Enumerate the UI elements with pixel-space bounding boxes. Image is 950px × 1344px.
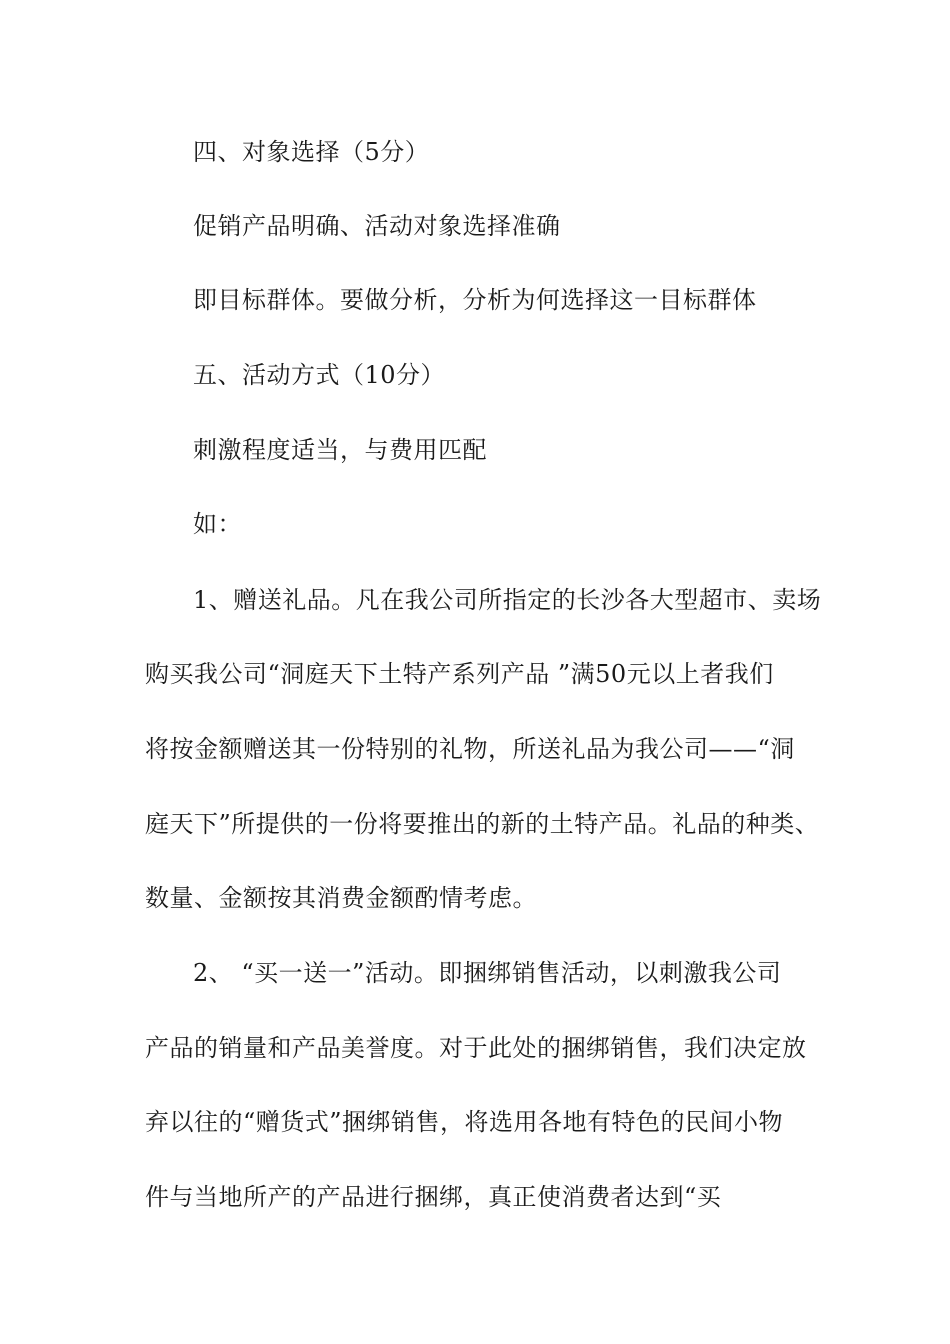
paragraph-line: 2、 “买一送一”活动。即捆绑销售活动，以刺激我公司 [193, 959, 782, 987]
paragraph-line: 产品的销量和产品美誉度。对于此处的捆绑销售，我们决定放 [145, 1034, 807, 1062]
section-heading-activity-method: 五、活动方式（10分） [193, 361, 446, 389]
paragraph-line: 弃以往的“赠货式”捆绑销售，将选用各地有特色的民间小物 [145, 1108, 784, 1136]
paragraph-line: 将按金额赠送其一份特别的礼物，所送礼品为我公司——“洞 [145, 735, 795, 763]
paragraph-line: 刺激程度适当，与费用匹配 [193, 436, 487, 464]
paragraph-line: 如： [193, 510, 242, 538]
paragraph-line: 即目标群体。要做分析，分析为何选择这一目标群体 [193, 286, 757, 314]
paragraph-line: 数量、金额按其消费金额酌情考虑。 [145, 884, 537, 912]
paragraph-line: 庭天下”所提供的一份将要推出的新的土特产品。礼品的种类、 [145, 810, 820, 838]
paragraph-line: 1、赠送礼品。凡在我公司所指定的长沙各大型超市、卖场 [193, 586, 822, 614]
section-heading-object-selection: 四、对象选择（5分） [193, 138, 430, 166]
paragraph-line: 件与当地所产的产品进行捆绑，真正使消费者达到“买 [145, 1183, 722, 1211]
paragraph-line: 促销产品明确、活动对象选择准确 [193, 212, 561, 240]
paragraph-line: 购买我公司“洞庭天下土特产系列产品 ”满50元以上者我们 [145, 660, 774, 688]
